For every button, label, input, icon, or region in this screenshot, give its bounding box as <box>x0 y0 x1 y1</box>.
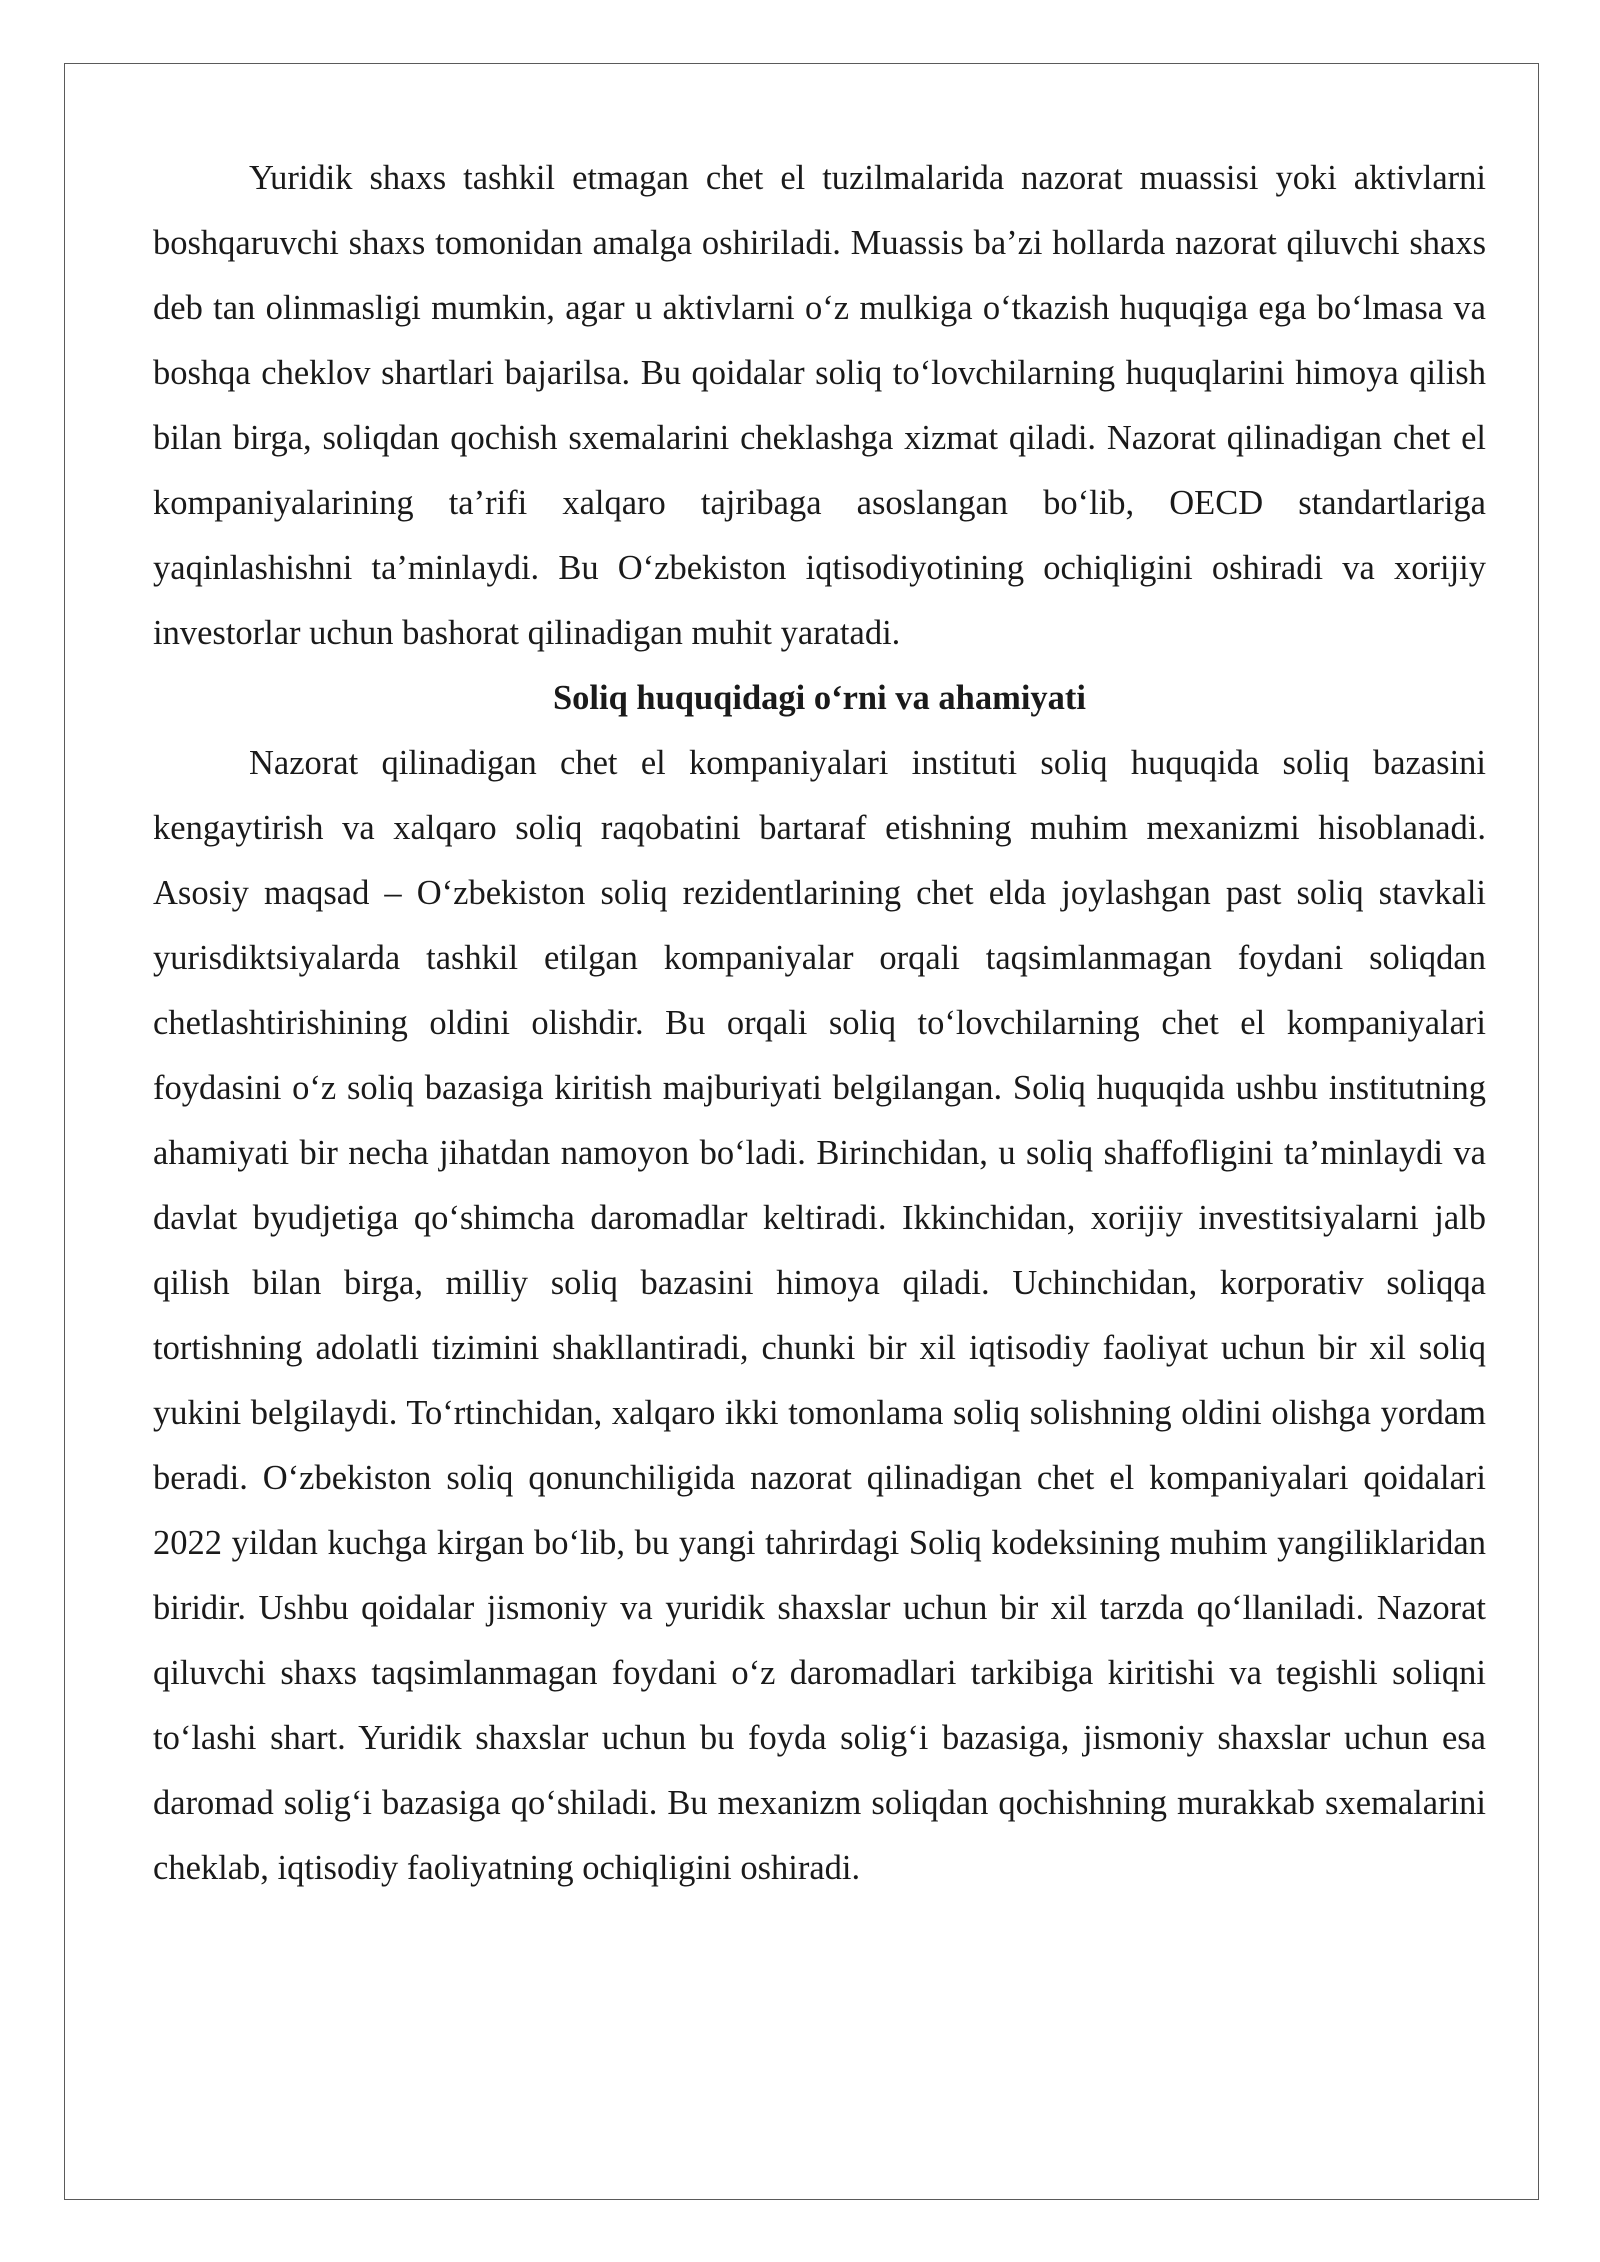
document-body <box>153 146 1486 1901</box>
body-paragraph-2: Nazorat qilinadigan chet el kompaniyalari instituti soliq huquqida soliq bazasini kengaytirish va xalqaro soliq raqobatini bartaraf etishning muhim mexanizmi hisoblanadi. Asosiy maqsad – O‘zbekiston soliq rezidentlarining chet elda joylashgan past soliq stavkali yurisdiktsiyalarda tashkil etilgan kompaniyalar orqali taqsimlanmagan foydani soliqdan chetlashtirishining oldini olishdir. Bu orqali soliq to‘lovchilarning chet el kompaniyalari foydasini o‘z soliq bazasiga kiritish majburiyati belgilangan. Soliq huquqida ushbu institutning ahamiyati bir necha jihatdan namoyon bo‘ladi. Birinchidan, u soliq shaffofligini ta’minlaydi va davlat byudjetiga qo‘shimcha daromadlar keltiradi. Ikkinchidan, xorijiy investitsiyalarni jalb qilish bilan birga, milliy soliq bazasini himoya qiladi. Uchinchidan, korporativ soliqqa tortishning adolatli tizimini shakllantiradi, chunki bir xil iqtisodiy faoliyat uchun bir xil soliq yukini belgilaydi. To‘rtinchidan, xalqaro ikki tomonlama soliq solishning oldini olishga yordam beradi. O‘zbekiston soliq qonunchiligida nazorat qilinadigan chet el kompaniyalari qoidalari 2022 yildan kuchga kirgan bo‘lib, bu yangi tahrirdagi Soliq kodeksining muhim yangiliklaridan biridir. Ushbu qoidalar jismoniy va yuridik shaxslar uchun bir xil tarzda qo‘llaniladi. Nazorat qiluvchi shaxs taqsimlanmagan foydani o‘z daromadlari tarkibiga kiritishi va tegishli soliqni to‘lashi shart. Yuridik shaxslar uchun bu foyda solig‘i bazasiga, jismoniy shaxslar uchun esa daromad solig‘i bazasiga qo‘shiladi. Bu mexanizm soliqdan qochishning murakkab sxemalarini cheklab, iqtisodiy faoliyatning ochiqligini oshiradi. <box>153 744 1486 1887</box>
body-paragraph-1: Yuridik shaxs tashkil etmagan chet el tuzilmalarida nazorat muassisi yoki aktivlarni boshqaruvchi shaxs tomonidan amalga oshiriladi. Muassis ba’zi hollarda nazorat qiluvchi shaxs deb tan olinmasligi mumkin, agar u aktivlarni o‘z mulkiga o‘tkazish huquqiga ega bo‘lmasa va boshqa cheklov shartlari bajarilsa. Bu qoidalar soliq to‘lovchilarning huquqlarini himoya qilish bilan birga, soliqdan qochish sxemalarini cheklashga xizmat qiladi. Nazorat qilinadigan chet el kompaniyalarining ta’rifi xalqaro tajribaga asoslangan bo‘lib, OECD standartlariga yaqinlashishni ta’minlaydi. Bu O‘zbekiston iqtisodiyotining ochiqligini oshiradi va xorijiy investorlar uchun bashorat qilinadigan muhit yaratadi. <box>153 159 1486 652</box>
section-heading: Soliq huquqidagi o‘rni va ahamiyati <box>553 679 1086 717</box>
